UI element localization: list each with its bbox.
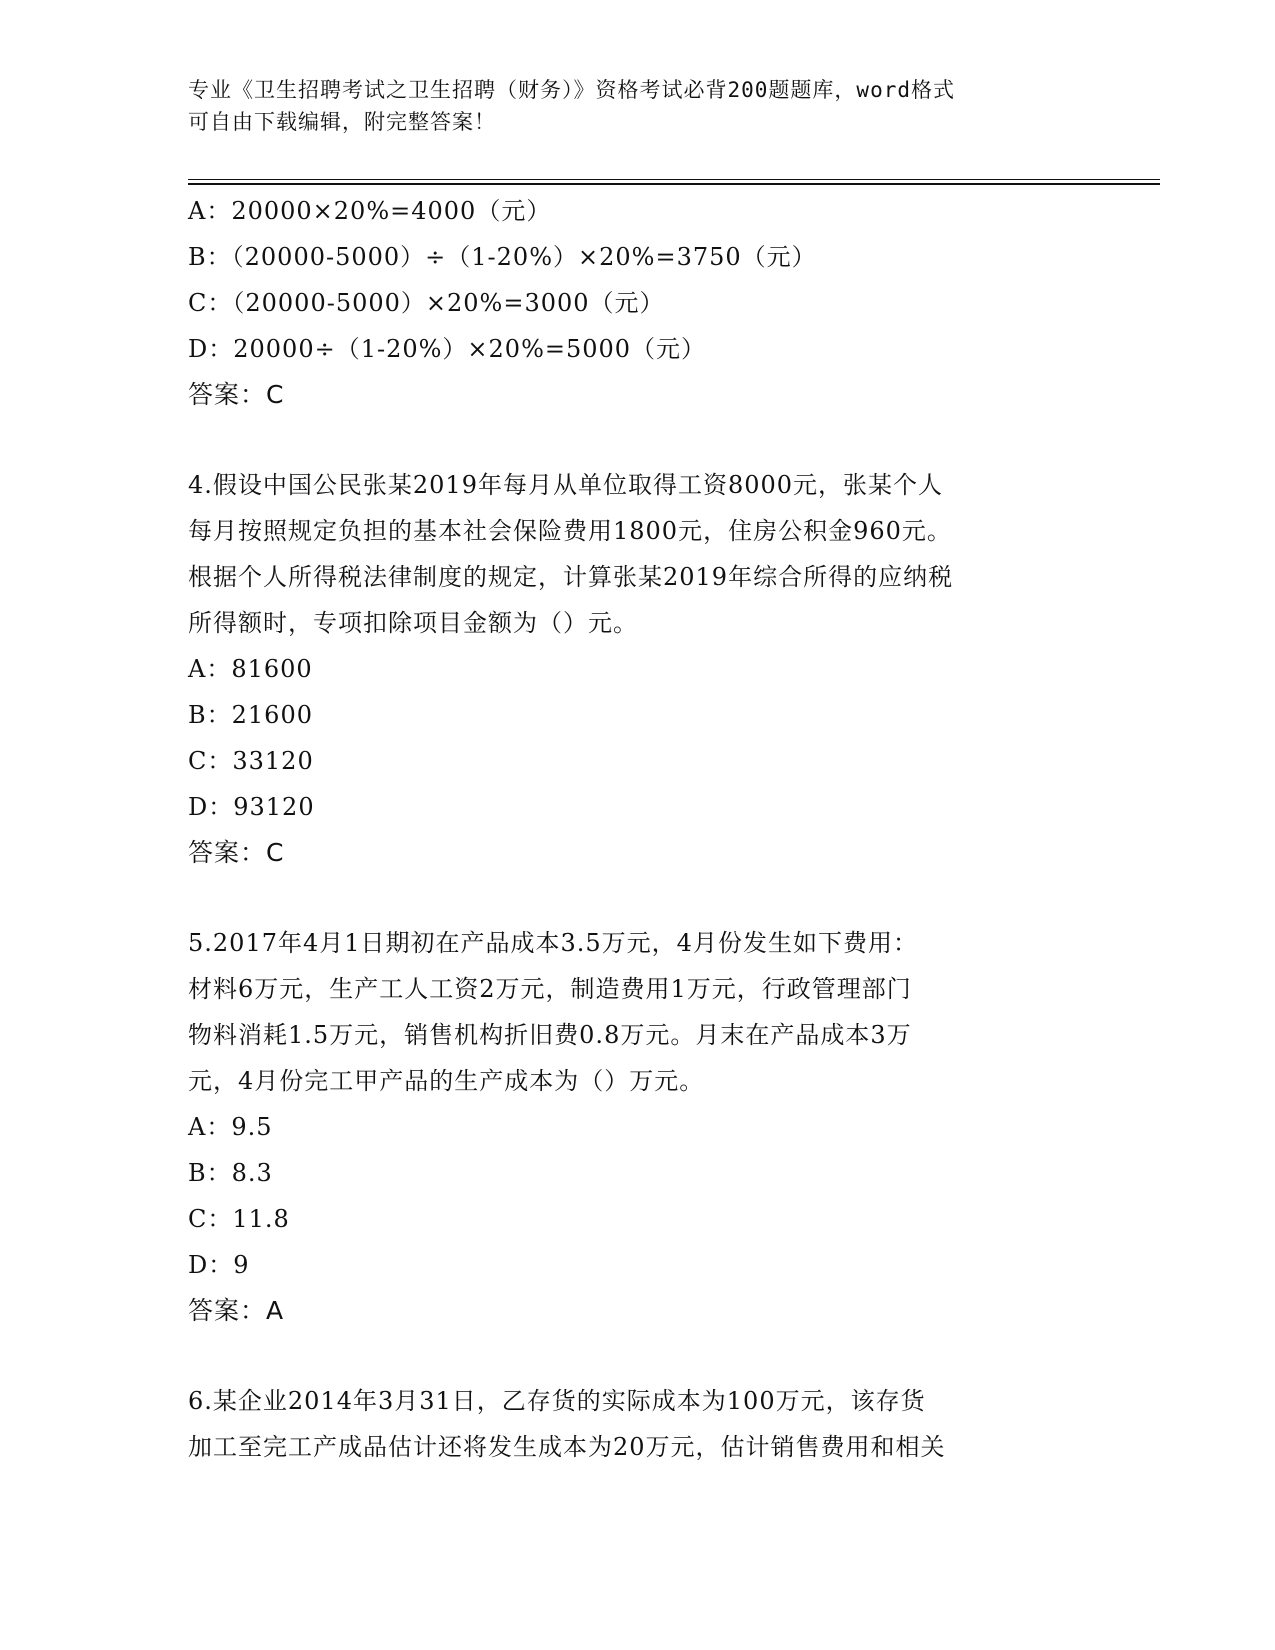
question-6-text-line-1: 6.某企业2014年3月31日，乙存货的实际成本为100万元，该存货 (188, 1387, 926, 1415)
question-4-option-b: B：21600 (188, 701, 313, 729)
question-4-text-line-1: 4.假设中国公民张某2019年每月从单位取得工资8000元，张某个人 (188, 471, 944, 499)
question-3-option-a: A：20000×20%=4000（元） (188, 197, 552, 225)
document-header (188, 74, 1088, 138)
question-4-text-line-3: 根据个人所得税法律制度的规定，计算张某2019年综合所得的应纳税 (188, 563, 954, 591)
question-spacer (188, 876, 1088, 920)
question-5-option-d: D：9 (188, 1251, 250, 1279)
question-3-answer: 答案：C (188, 380, 285, 409)
question-4-text-line-4: 所得额时，专项扣除项目金额为（）元。 (188, 609, 638, 637)
header-title-line-2: 可自由下载编辑，附完整答案！ (188, 110, 496, 134)
question-5-text-line-2: 材料6万元，生产工人工资2万元，制造费用1万元，行政管理部门 (188, 975, 912, 1003)
header-divider-thin (188, 179, 1160, 180)
question-3-option-d: D：20000÷（1-20%）×20%=5000（元） (188, 335, 707, 363)
header-divider-thick (188, 183, 1160, 185)
question-4-text-line-2: 每月按照规定负担的基本社会保险费用1800元，住房公积金960元。 (188, 517, 952, 545)
question-5-option-b: B：8.3 (188, 1159, 273, 1187)
question-4-answer: 答案：C (188, 838, 285, 867)
question-4-block (188, 462, 1088, 876)
question-5-option-a: A：9.5 (188, 1113, 273, 1141)
question-3-option-c: C：（20000-5000）×20%=3000（元） (188, 289, 665, 317)
question-5-text-line-1: 5.2017年4月1日期初在产品成本3.5万元，4月份发生如下费用： (188, 929, 918, 957)
question-spacer (188, 1334, 1088, 1378)
question-5-text-line-4: 元，4月份完工甲产品的生产成本为（）万元。 (188, 1067, 705, 1095)
question-4-option-d: D：93120 (188, 793, 315, 821)
question-5-text-line-3: 物料消耗1.5万元，销售机构折旧费0.8万元。月末在产品成本3万 (188, 1021, 912, 1049)
question-content (188, 188, 1088, 1470)
question-3-option-b: B：（20000-5000）÷（1-20%）×20%=3750（元） (188, 243, 817, 271)
question-spacer (188, 418, 1088, 462)
question-5-option-c: C：11.8 (188, 1205, 290, 1233)
question-6-block (188, 1378, 1088, 1470)
question-3-block (188, 188, 1088, 418)
question-6-text-line-2: 加工至完工产成品估计还将发生成本为20万元，估计销售费用和相关 (188, 1433, 946, 1461)
header-title-line-1: 专业《卫生招聘考试之卫生招聘（财务）》资格考试必背200题题库，word格式 (188, 78, 955, 102)
question-5-answer: 答案：A (188, 1296, 285, 1325)
question-4-option-c: C：33120 (188, 747, 314, 775)
question-5-block (188, 920, 1088, 1334)
question-4-option-a: A：81600 (188, 655, 313, 683)
